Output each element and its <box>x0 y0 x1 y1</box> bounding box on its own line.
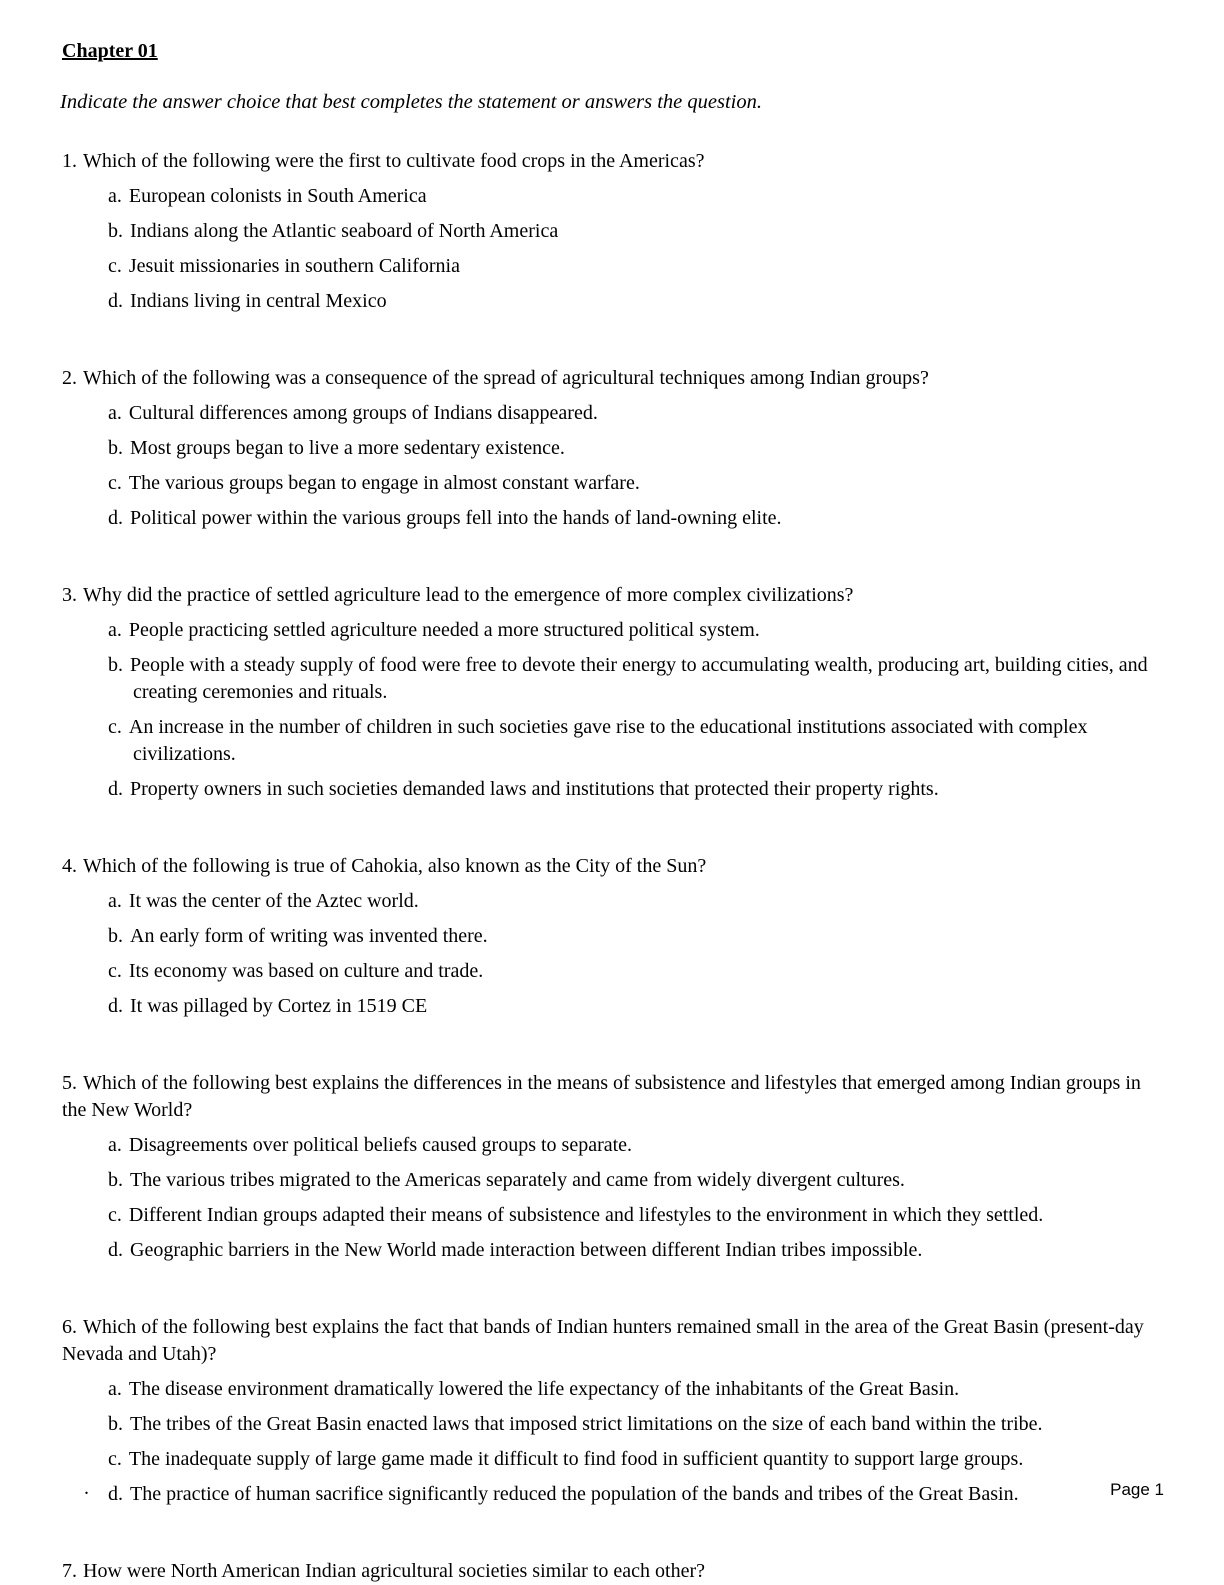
option-row <box>108 1376 1148 1403</box>
option-text: It was the center of the Aztec world. <box>128 890 419 912</box>
option-text: The various tribes migrated to the Americas separately and came from widely divergent cultures. <box>130 1169 905 1191</box>
option-text: Jesuit missionaries in southern California <box>128 255 460 277</box>
option-row <box>108 1237 1148 1264</box>
question-number: 7. <box>62 1560 77 1582</box>
question-list <box>60 148 1148 1585</box>
option-label: b. <box>108 1413 123 1435</box>
question-text: Which of the following is true of Cahokia, also known as the City of the Sun? <box>83 855 707 877</box>
option-text: People practicing settled agriculture needed a more structured political system. <box>128 619 760 641</box>
option-text: It was pillaged by Cortez in 1519 CE <box>130 995 428 1017</box>
option-label: a. <box>108 1134 122 1156</box>
option-list <box>60 1132 1148 1264</box>
option-text: Geographic barriers in the New World made interaction between different Indian tribes impossible. <box>130 1239 923 1261</box>
question-block <box>60 148 1148 315</box>
option-label: d. <box>108 1239 123 1261</box>
option-label: d. <box>108 778 123 800</box>
question-text: Which of the following was a consequence of the spread of agricultural techniques among Indian groups? <box>83 367 929 389</box>
instruction-text: Indicate the answer choice that best completes the statement or answers the question. <box>60 91 762 113</box>
option-text: Cultural differences among groups of Indians disappeared. <box>128 402 598 424</box>
option-row <box>108 888 1148 915</box>
option-list <box>60 1376 1148 1508</box>
option-row <box>108 1167 1148 1194</box>
option-text: People with a steady supply of food were free to devote their energy to accumulating wealth, producing art, building cities, and creating ceremonies and rituals. <box>130 654 1148 703</box>
option-row <box>108 400 1148 427</box>
option-label: a. <box>108 402 122 424</box>
option-row <box>108 183 1148 210</box>
option-list <box>60 183 1148 315</box>
option-row <box>108 1132 1148 1159</box>
option-row <box>108 218 1148 245</box>
option-list <box>60 400 1148 532</box>
stray-period-mark: . <box>84 1477 89 1499</box>
option-text: An increase in the number of children in such societies gave rise to the educational institutions associated with complex civilizations. <box>128 716 1088 765</box>
question-text-line <box>62 148 1148 175</box>
option-label: c. <box>108 960 122 982</box>
page-number: Page 1 <box>1110 1480 1164 1499</box>
option-label: b. <box>108 925 123 947</box>
option-text: Its economy was based on culture and trade. <box>128 960 484 982</box>
option-row <box>108 652 1148 706</box>
question-text-line <box>62 365 1148 392</box>
question-text-line <box>62 853 1148 880</box>
option-text: The inadequate supply of large game made it difficult to find food in sufficient quantity to support large groups. <box>128 1448 1024 1470</box>
option-text: The tribes of the Great Basin enacted laws that imposed strict limitations on the size of each band within the tribe. <box>130 1413 1043 1435</box>
option-row <box>108 1202 1148 1229</box>
option-row <box>108 958 1148 985</box>
option-text: Indians living in central Mexico <box>130 290 387 312</box>
option-list <box>60 888 1148 1020</box>
option-text: Political power within the various groups fell into the hands of land-owning elite. <box>130 507 782 529</box>
question-block <box>60 1314 1148 1508</box>
question-text: Which of the following were the first to cultivate food crops in the Americas? <box>83 150 705 172</box>
option-label: b. <box>108 654 123 676</box>
question-block <box>60 1070 1148 1264</box>
question-number: 3. <box>62 584 77 606</box>
question-text: Which of the following best explains the fact that bands of Indian hunters remained small in the area of the Great Basin (present-day Nevada and Utah)? <box>62 1316 1144 1365</box>
question-number: 5. <box>62 1072 77 1094</box>
option-row <box>108 617 1148 644</box>
option-text: Disagreements over political beliefs caused groups to separate. <box>128 1134 633 1156</box>
option-row <box>108 1446 1148 1473</box>
option-label: a. <box>108 185 122 207</box>
option-label: c. <box>108 255 122 277</box>
option-label: d. <box>108 507 123 529</box>
question-text: Which of the following best explains the differences in the means of subsistence and lifestyles that emerged among Indian groups in the New World? <box>62 1072 1141 1121</box>
question-block <box>60 853 1148 1020</box>
question-number: 1. <box>62 150 77 172</box>
option-row <box>108 253 1148 280</box>
option-label: d. <box>108 290 123 312</box>
option-row <box>108 505 1148 532</box>
option-row <box>108 1411 1148 1438</box>
option-label: c. <box>108 716 122 738</box>
option-label: b. <box>108 1169 123 1191</box>
option-text: An early form of writing was invented there. <box>130 925 488 947</box>
option-row <box>108 923 1148 950</box>
option-row <box>108 714 1148 768</box>
option-list <box>60 617 1148 803</box>
question-text: How were North American Indian agricultural societies similar to each other? <box>83 1560 705 1582</box>
option-text: Different Indian groups adapted their means of subsistence and lifestyles to the environment in which they settled. <box>128 1204 1044 1226</box>
option-row <box>108 435 1148 462</box>
question-block <box>60 582 1148 803</box>
option-row <box>108 470 1148 497</box>
option-text: Property owners in such societies demanded laws and institutions that protected their property rights. <box>130 778 939 800</box>
option-label: c. <box>108 1448 122 1470</box>
question-block <box>60 1558 1148 1585</box>
option-label: b. <box>108 220 123 242</box>
question-number: 2. <box>62 367 77 389</box>
question-text-line <box>62 582 1148 609</box>
option-label: c. <box>108 472 122 494</box>
option-label: a. <box>108 890 122 912</box>
option-row <box>108 776 1148 803</box>
option-text: Indians along the Atlantic seaboard of North America <box>130 220 559 242</box>
question-block <box>60 365 1148 532</box>
option-text: The practice of human sacrifice significantly reduced the population of the bands and tribes of the Great Basin. <box>130 1483 1019 1505</box>
option-label: a. <box>108 619 122 641</box>
question-text: Why did the practice of settled agriculture lead to the emergence of more complex civilizations? <box>83 584 854 606</box>
option-label: a. <box>108 1378 122 1400</box>
option-text: The various groups began to engage in almost constant warfare. <box>128 472 640 494</box>
question-text-line <box>62 1314 1148 1368</box>
question-number: 6. <box>62 1316 77 1338</box>
option-label: d. <box>108 995 123 1017</box>
option-label: c. <box>108 1204 122 1226</box>
question-number: 4. <box>62 855 77 877</box>
option-row <box>108 993 1148 1020</box>
option-row <box>108 1481 1148 1508</box>
option-text: Most groups began to live a more sedentary existence. <box>130 437 565 459</box>
option-label: d. <box>108 1483 123 1505</box>
option-label: b. <box>108 437 123 459</box>
option-row <box>108 288 1148 315</box>
option-text: The disease environment dramatically lowered the life expectancy of the inhabitants of the Great Basin. <box>128 1378 960 1400</box>
page-title: Chapter 01 <box>62 40 158 62</box>
option-text: European colonists in South America <box>128 185 427 207</box>
question-text-line <box>62 1070 1148 1124</box>
question-text-line <box>62 1558 1148 1585</box>
